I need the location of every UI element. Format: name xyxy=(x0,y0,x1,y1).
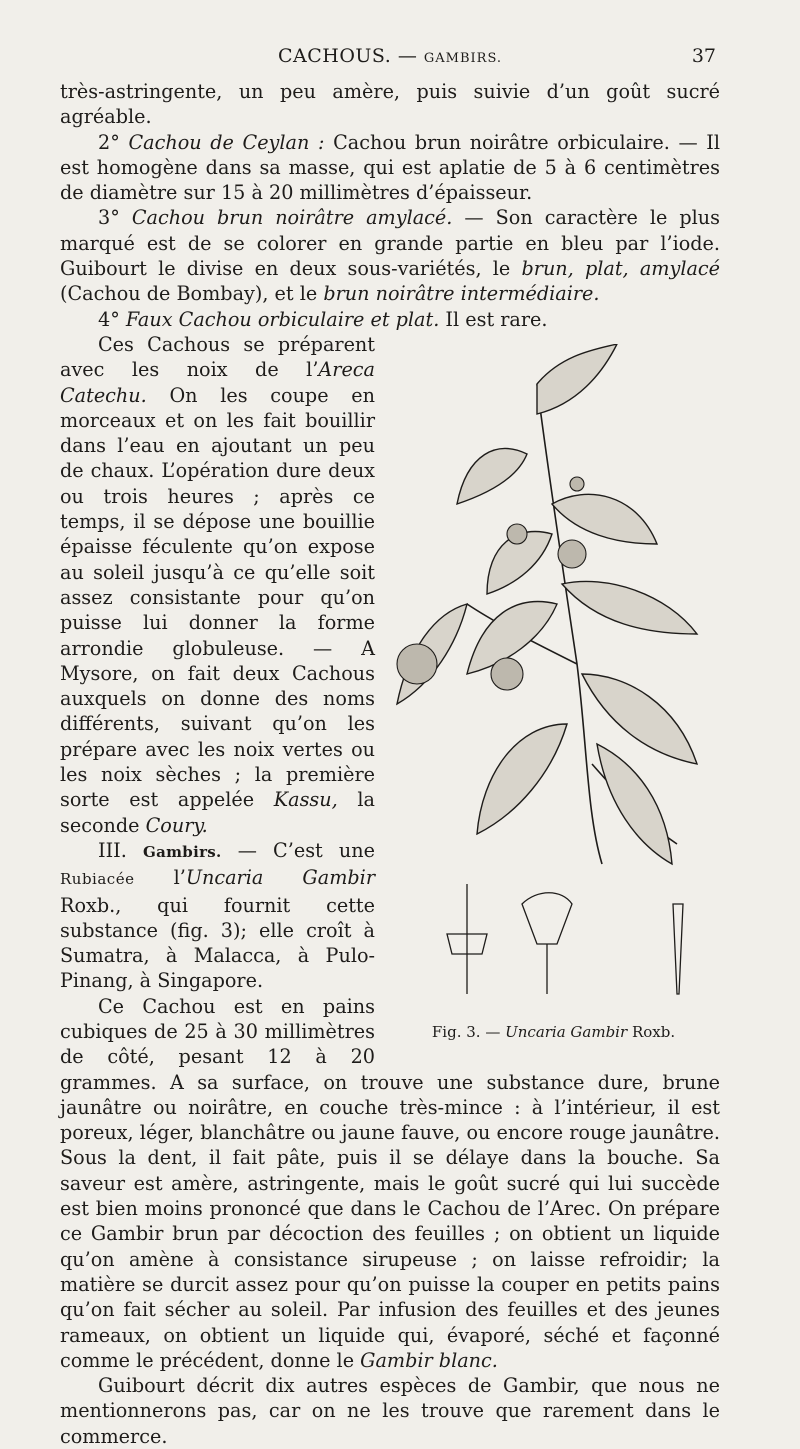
paragraph-4: 4° Faux Cachou orbiculaire et plat. Il est rare. xyxy=(98,307,548,331)
paragraph-2: 2° Cachou de Ceylan : Cachou brun noirâtre orbiculaire. — Il est homogène dans sa masse, qui est aplatie de 5 à 6 centimètres de diamètre sur 15 à 20 millimètres d’épaisseur. xyxy=(60,130,721,205)
running-head-small: GAMBIRS. xyxy=(423,51,503,66)
paragraph-7: Ce Cachou est en pains cubiques de 25 à 30 millimètres de côté, pesant 12 à 20 grammes. A sa surface, on trouve une substance dure, brune jaunâtre ou noirâtre, en couche très-mince : à l’intérieur, il est poreux, léger, blanchâtre ou jaune fauve, ou encore rouge jaunâtre. Sous la dent, il fait pâte, puis il se délaye dans la bouche. Sa saveur est amère, astringente, mais le goût sucré qui lui succède est bien moins prononcé que dans le Cachou de l’Arec. On prépare ce Gambir brun par décoction des feuilles ; on obtient un liquide qu’on amène à consistance sirupeuse ; on laisse refroidir; la matière se durcit assez pour qu’on puisse la couper en petits pains qu’on fait sécher au soleil. Par infusion des feuilles et des jeunes rameaux, on obtient un liquide qui, évaporé, séché et façonné comme le précédent, donne le Gambir blanc. xyxy=(60,994,720,1372)
paragraph-3: 3° Cachou brun noirâtre amylacé. — Son caractère le plus marqué est de se colorer en grande partie en bleu par l’iode. Guibourt le divise en deux sous-variétés, le brun, plat, amylacé (Cachou de Bombay), et le brun noirâtre intermédiaire. xyxy=(60,206,720,306)
paragraph-8: Guibourt décrit dix autres espèces de Gambir, que nous ne mentionnerons pas, car on ne les trouve que rarement dans le commerce. xyxy=(60,1374,720,1448)
paragraph-6: III. Gambirs. — C’est une Rubiacée l’Uncaria Gambir Roxb., qui fournit cette substance (fig. 3); elle croît à Sumatra, à Malacca, à Pulo-Pinang, à Singapore. xyxy=(60,838,375,993)
figure-caption: Fig. 3. — Uncaria Gambir Roxb. xyxy=(431,1022,676,1041)
running-head-main: CACHOUS. — xyxy=(277,45,418,67)
paragraph-5: Ces Cachous se préparent avec les noix de l’Areca Catechu. On les coupe en morceaux et on les fait bouillir dans l’eau en ajoutant un peu de chaux. L’opération dure deux ou trois heures ; après ce temps, il se dépose une bouillie épaisse féculente qu’on expose au soleil jusqu’à ce qu’elle soit assez consistante pour qu’on puisse lui donner la forme arrondie globuleuse. — A Mysore, on fait deux Cachous auxquels on donne des noms différents, suivant qu’on les prépare avec les noix vertes ou les noix sèches ; la première sorte est appelée Kassu, la seconde Coury. xyxy=(60,332,375,837)
paragraph-1: très-astringente, un peu amère, puis suivie d’un goût sucré agréable. xyxy=(60,80,720,129)
page-number: 37 xyxy=(691,45,716,67)
